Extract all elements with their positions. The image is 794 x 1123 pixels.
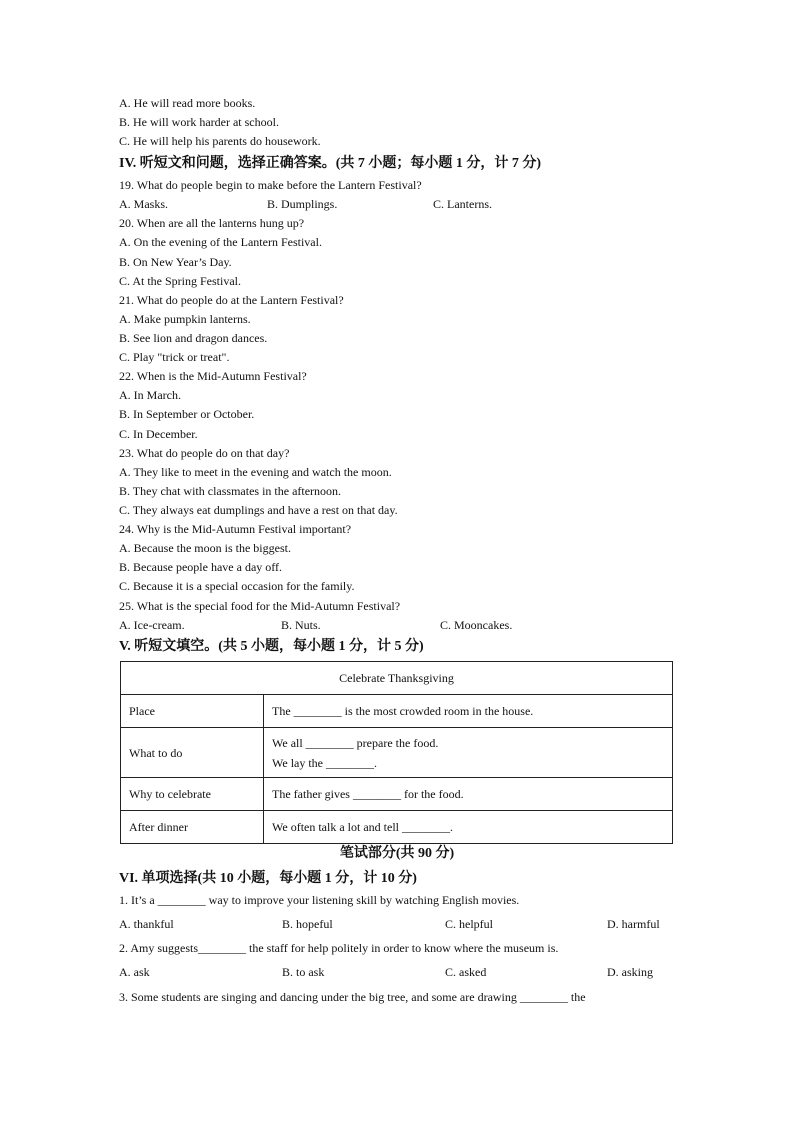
blank-line: The ________ is the most crowded room in the house. [272,704,534,718]
blank-line: We often talk a lot and tell ________. [272,820,453,834]
mc1-option-a: A. thankful [119,917,174,931]
row-content-what-to-do [264,728,673,778]
q25-option-c: C. Mooncakes. [440,618,513,632]
blank-line: We lay the ________. [272,755,378,770]
q23-stem: 23. What do people do on that day? [119,446,290,460]
mc2-stem: 2. Amy suggests________ the staff for help politely in order to know where the museum is. [119,941,559,955]
row-content-after-dinner [264,811,673,844]
q20-option-b: B. On New Year’s Day. [119,255,232,269]
q23-option-a: A. They like to meet in the evening and watch the moon. [119,465,392,479]
q22-option-b: B. In September or October. [119,407,255,421]
mc2-option-c: C. asked [445,965,487,979]
q24-option-c: C. Because it is a special occasion for the family. [119,579,355,593]
q24-option-b: B. Because people have a day off. [119,560,283,574]
blank-line: We all ________ prepare the food. [272,735,439,750]
table-row [121,778,673,811]
q25-option-a: A. Ice-cream. [119,618,185,632]
q19-option-c: C. Lanterns. [433,197,492,211]
row-label-after-dinner: After dinner [121,811,264,844]
mc1-option-b: B. hopeful [282,917,333,931]
written-part-title: 笔试部分(共 90 分) [339,846,455,861]
mc3-stem: 3. Some students are singing and dancing under the big tree, and some are drawing ________ the [119,990,586,1004]
mc1-option-d: D. harmful [607,917,660,931]
row-label-what-to-do: What to do [121,728,264,778]
q21-stem: 21. What do people do at the Lantern Festival? [119,293,344,307]
q21-option-b: B. See lion and dragon dances. [119,331,268,345]
section-5-heading: V. 听短文填空。(共 5 小题，每小题 1 分，计 5 分) [119,639,424,654]
q23-option-b: B. They chat with classmates in the afternoon. [119,484,342,498]
option-a: A. He will read more books. [119,96,256,110]
q24-stem: 24. Why is the Mid-Autumn Festival important? [119,522,352,536]
row-content-why [264,778,673,811]
q22-option-a: A. In March. [119,388,181,402]
mc2-option-d: D. asking [607,965,653,979]
q25-option-b: B. Nuts. [281,618,321,632]
q21-option-c: C. Play "trick or treat". [119,350,230,364]
mc1-option-c: C. helpful [445,917,493,931]
row-label-why: Why to celebrate [121,778,264,811]
table-row [121,695,673,728]
q22-stem: 22. When is the Mid-Autumn Festival? [119,369,307,383]
q20-option-c: C. At the Spring Festival. [119,274,242,288]
q19-option-a: A. Masks. [119,197,169,211]
q20-stem: 20. When are all the lanterns hung up? [119,216,305,230]
mc2-option-a: A. ask [119,965,150,979]
q23-option-c: C. They always eat dumplings and have a rest on that day. [119,503,398,517]
table-title: Celebrate Thanksgiving [121,662,673,695]
q19-stem: 19. What do people begin to make before the Lantern Festival? [119,178,422,192]
q25-stem: 25. What is the special food for the Mid-Autumn Festival? [119,599,401,613]
row-label-place: Place [121,695,264,728]
q24-option-a: A. Because the moon is the biggest. [119,541,291,555]
q19-option-b: B. Dumplings. [267,197,338,211]
mc1-stem: 1. It’s a ________ way to improve your listening skill by watching English movies. [119,893,520,907]
row-content-place [264,695,673,728]
q22-option-c: C. In December. [119,427,198,441]
fill-in-table [120,661,673,844]
q21-option-a: A. Make pumpkin lanterns. [119,312,251,326]
option-c: C. He will help his parents do housework. [119,134,321,148]
q20-option-a: A. On the evening of the Lantern Festival. [119,235,322,249]
mc2-option-b: B. to ask [282,965,325,979]
table-row [121,728,673,778]
blank-line: The father gives ________ for the food. [272,787,464,801]
option-b: B. He will work harder at school. [119,115,279,129]
section-4-heading: IV. 听短文和问题，选择正确答案。(共 7 小题；每小题 1 分，计 7 分) [119,156,542,171]
section-6-heading: VI. 单项选择(共 10 小题，每小题 1 分，计 10 分) [119,871,417,886]
table-row [121,811,673,844]
